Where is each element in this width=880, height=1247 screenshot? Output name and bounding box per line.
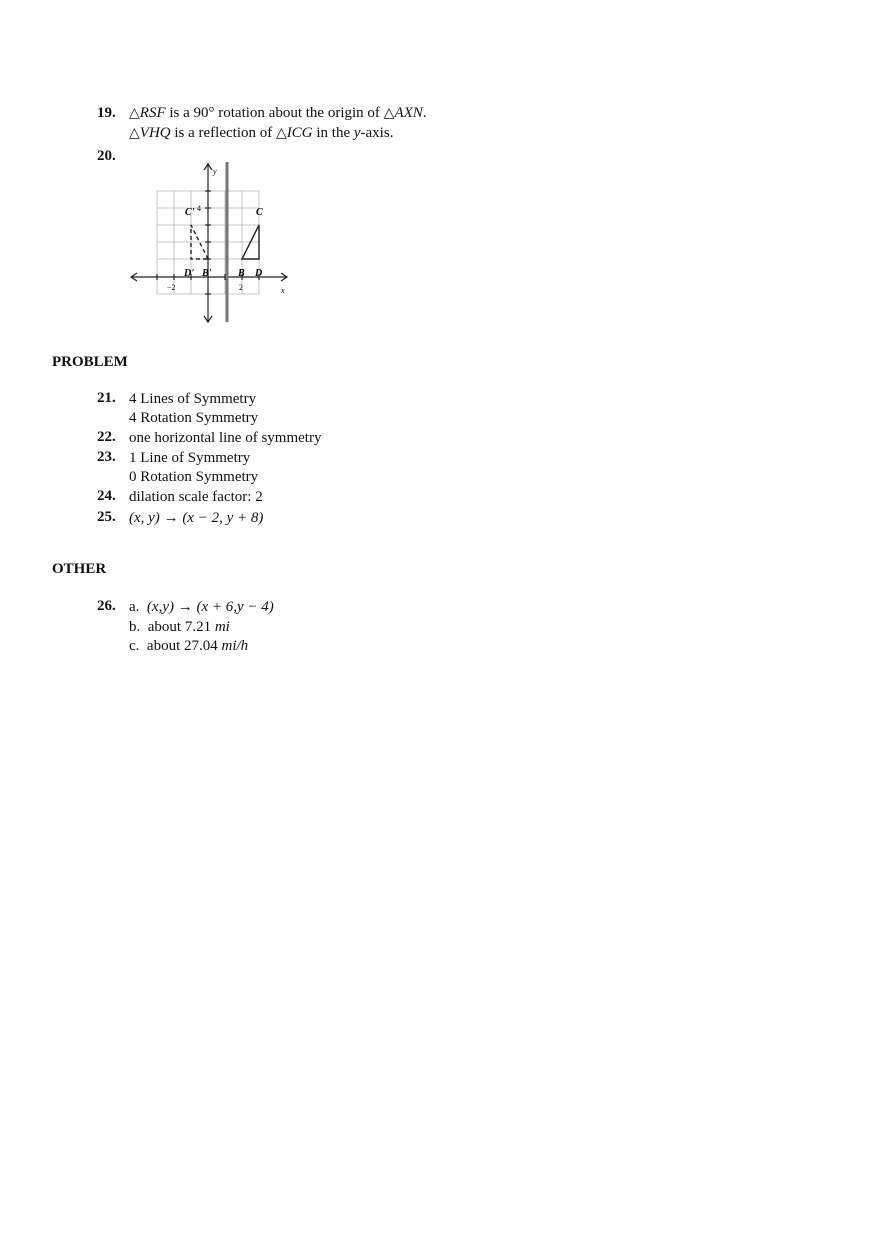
mapping-output: (x − 2, y + 8) [182, 510, 264, 526]
triangle-name: AXN [394, 105, 423, 121]
label-d: D [255, 268, 263, 279]
answer-19-line-2 [129, 124, 393, 143]
section-heading-other: OTHER [52, 561, 107, 577]
answer-text: about 7.21 [147, 619, 215, 635]
label-c-prime: C' [185, 207, 195, 218]
triangle-icon: △ [275, 126, 287, 141]
part-label: b. [129, 619, 141, 635]
label-b-prime: B' [202, 268, 212, 279]
section-heading-problem: PROBLEM [52, 354, 128, 370]
x-axis-label: x [281, 286, 285, 295]
triangle-icon: △ [383, 106, 395, 121]
label-c: C [256, 207, 263, 218]
item-number-22: 22. [97, 429, 116, 445]
answer-text: -axis. [360, 125, 394, 141]
triangle-icon: △ [129, 106, 140, 121]
triangle-name: RSF [139, 105, 166, 121]
item-number-21: 21. [97, 390, 116, 406]
unit: mi/h [221, 638, 249, 654]
item-number-25: 25. [97, 509, 116, 525]
answer-text: . [422, 105, 427, 121]
answer-text: about 27.04 [146, 638, 222, 654]
axis-name: y [353, 125, 361, 141]
label-b: B [238, 268, 245, 279]
item-number-24: 24. [97, 488, 116, 504]
y-tick-label: 4 [197, 204, 201, 213]
answer-26-c [129, 637, 248, 655]
item-number-26: 26. [97, 598, 116, 614]
answer-21-line-2: 4 Rotation Symmetry [129, 410, 259, 426]
y-axis [204, 164, 212, 322]
arrow-icon: → [173, 599, 197, 615]
answer-text: is a 90° rotation about the origin of [165, 105, 384, 121]
coordinate-graph [125, 158, 295, 326]
answer-25 [129, 509, 263, 527]
x-tick-label-2: 2 [239, 283, 243, 292]
label-d-prime: D' [184, 268, 194, 279]
y-axis-label: y [213, 167, 217, 176]
triangle-icon: △ [129, 126, 140, 141]
part-label: c. [129, 638, 140, 654]
triangle-name: VHQ [139, 125, 171, 141]
arrow-icon: → [159, 510, 183, 526]
answer-23-line-1: 1 Line of Symmetry [129, 450, 251, 466]
answer-23-line-2: 0 Rotation Symmetry [129, 469, 259, 485]
answer-21-line-1: 4 Lines of Symmetry [129, 391, 257, 407]
answer-22: one horizontal line of symmetry [129, 430, 322, 446]
answer-24: dilation scale factor: 2 [129, 489, 263, 505]
item-number-19: 19. [97, 105, 116, 121]
answer-26-b [129, 618, 230, 636]
answer-26-a [129, 598, 274, 616]
item-number-23: 23. [97, 449, 116, 465]
x-tick-label-neg2: −2 [167, 283, 176, 292]
answer-19-line-1 [129, 104, 427, 123]
triangle-name: ICG [286, 125, 313, 141]
mapping-output: (x + 6,y − 4) [196, 599, 274, 615]
unit: mi [214, 619, 230, 635]
answer-text: is a reflection of [170, 125, 276, 141]
mapping-input: (x, y) [129, 510, 160, 526]
part-label: a. [129, 599, 140, 615]
answer-text: in the [312, 125, 354, 141]
item-number-20: 20. [97, 148, 116, 164]
mapping-input: (x,y) [146, 599, 174, 615]
